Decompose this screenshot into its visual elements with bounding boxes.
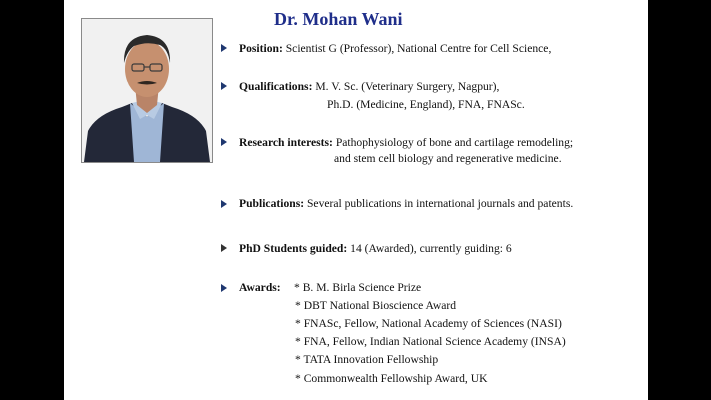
position-text: Scientist G (Professor), National Centre for Cell Science, (285, 42, 552, 55)
awards-label-text: Awards: (239, 281, 281, 294)
research-row (239, 137, 573, 149)
profile-photo (81, 18, 213, 163)
award-item: * Commonwealth Fellowship Award, UK (295, 372, 488, 385)
qualifications-line2: Ph.D. (Medicine, England), FNA, FNASc. (327, 98, 525, 111)
awards-label (239, 282, 281, 294)
research-line1: Pathophysiology of bone and cartilage remodeling; (335, 136, 574, 149)
bullet-icon (221, 284, 227, 292)
research-label: Research interests: (239, 136, 333, 149)
position-row (239, 43, 551, 55)
qualifications-label: Qualifications: (239, 80, 313, 93)
publications-row (239, 198, 573, 210)
page-title: Dr. Mohan Wani (274, 9, 403, 29)
slide (64, 0, 648, 400)
award-item: * FNASc, Fellow, National Academy of Sciences (NASI) (295, 317, 562, 330)
bullet-icon (221, 44, 227, 52)
students-text: 14 (Awarded), currently guiding: 6 (350, 242, 512, 255)
qualifications-row (239, 81, 499, 93)
person-photo-icon (82, 19, 212, 162)
publications-text: Several publications in international journals and patents. (306, 197, 574, 210)
bullet-icon (221, 138, 227, 146)
students-label: PhD Students guided: (239, 242, 348, 255)
qualifications-line1: M. V. Sc. (Veterinary Surgery, Nagpur), (315, 80, 500, 93)
position-label: Position: (239, 42, 283, 55)
award-item: * DBT National Bioscience Award (295, 299, 456, 312)
bullet-icon (221, 82, 227, 90)
students-row (239, 243, 512, 255)
publications-label: Publications: (239, 197, 305, 210)
award-item: * B. M. Birla Science Prize (294, 281, 422, 294)
bullet-icon (221, 244, 227, 252)
award-item: * TATA Innovation Fellowship (295, 353, 439, 366)
research-line2: and stem cell biology and regenerative medicine. (334, 152, 562, 165)
bullet-icon (221, 200, 227, 208)
award-item: * FNA, Fellow, Indian National Science Academy (INSA) (295, 335, 566, 348)
